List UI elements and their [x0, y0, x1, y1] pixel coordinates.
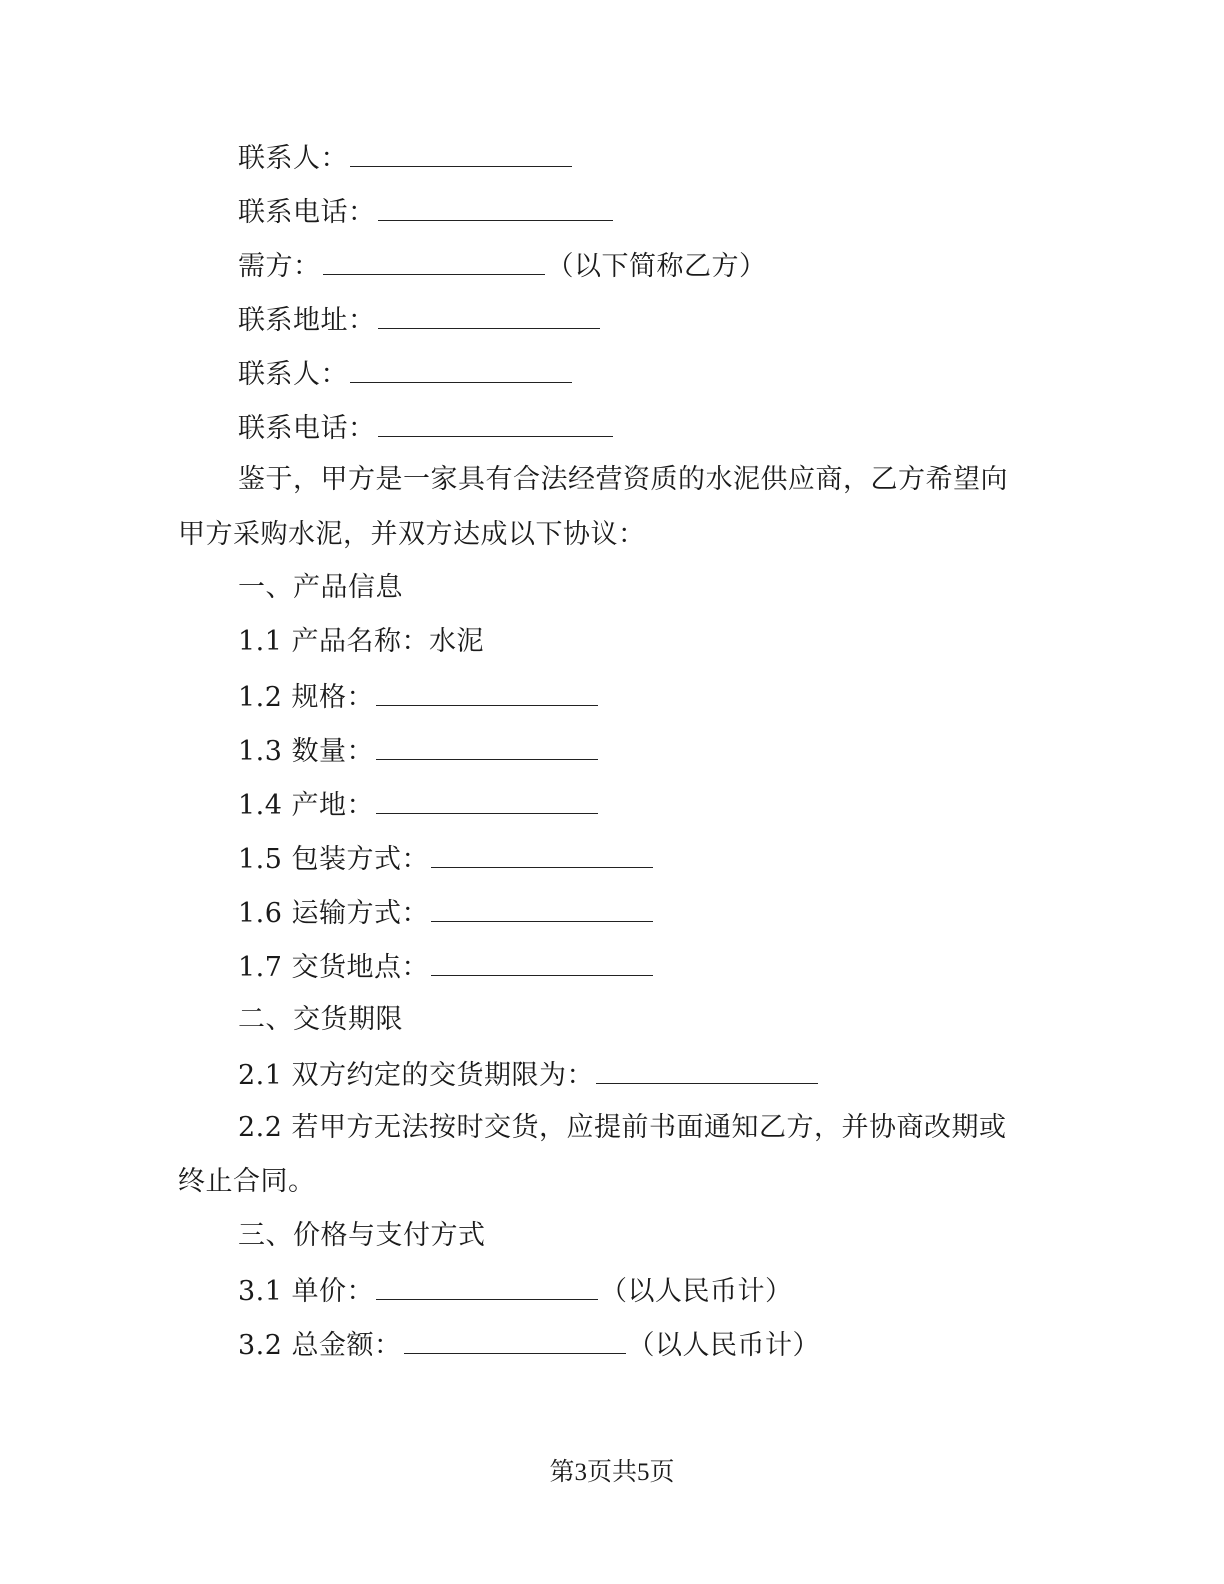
transport-blank [431, 895, 653, 922]
item-1-1-product-name: 1.1 产品名称：水泥 [238, 626, 485, 657]
buyer-label: 需方： [238, 251, 321, 282]
section-3-heading: 三、价格与支付方式 [238, 1220, 486, 1251]
specification-blank [376, 679, 598, 706]
item-2-1-line [238, 1057, 820, 1093]
whereas-paragraph-line-1: 鉴于，甲方是一家具有合法经营资质的水泥供应商，乙方希望向 [238, 464, 1008, 495]
item-2-1-label: 2.1 双方约定的交货期限为： [238, 1060, 595, 1091]
item-1-4-line [238, 787, 600, 823]
contact-person-blank [350, 140, 572, 167]
item-3-2-label: 3.2 总金额： [238, 1330, 402, 1361]
contact-person-2-blank [350, 356, 572, 383]
contact-person-2-line [238, 356, 574, 392]
section-2-heading: 二、交货期限 [238, 1004, 403, 1035]
contact-phone-label: 联系电话： [238, 197, 376, 228]
page-number-footer: 第3页共5页 [549, 1459, 675, 1486]
packaging-blank [431, 841, 653, 868]
quantity-blank [376, 733, 598, 760]
item-1-6-label: 1.6 运输方式： [238, 898, 430, 929]
item-1-3-label: 1.3 数量： [238, 736, 375, 767]
buyer-blank [323, 248, 545, 275]
item-3-2-note: （以人民币计） [627, 1330, 821, 1361]
item-1-2-label: 1.2 规格： [238, 682, 375, 713]
contact-phone-2-line [238, 410, 615, 446]
item-3-1-label: 3.1 单价： [238, 1276, 375, 1307]
unit-price-blank [376, 1273, 598, 1300]
contact-person-line [238, 140, 574, 176]
item-1-5-label: 1.5 包装方式： [238, 844, 430, 875]
item-1-4-label: 1.4 产地： [238, 790, 375, 821]
contact-person-2-label: 联系人： [238, 359, 348, 390]
item-1-7-line [238, 949, 655, 985]
item-3-1-line [238, 1273, 793, 1309]
total-amount-blank [404, 1327, 626, 1354]
contact-address-label: 联系地址： [238, 305, 376, 336]
contact-phone-blank [378, 194, 613, 221]
item-1-5-line [238, 841, 655, 877]
contact-person-label: 联系人： [238, 143, 348, 174]
item-3-2-line [238, 1327, 820, 1363]
buyer-line [238, 248, 767, 284]
origin-blank [376, 787, 598, 814]
contact-phone-line [238, 194, 615, 230]
whereas-paragraph-line-2: 甲方采购水泥，并双方达成以下协议： [178, 519, 646, 550]
item-1-2-line [238, 679, 600, 715]
contact-address-blank [378, 302, 600, 329]
section-1-heading: 一、产品信息 [238, 572, 403, 603]
item-2-2-line-1: 2.2 若甲方无法按时交货，应提前书面通知乙方，并协商改期或 [238, 1112, 1007, 1143]
item-1-6-line [238, 895, 655, 931]
contact-address-line [238, 302, 602, 338]
contact-phone-2-blank [378, 410, 613, 437]
delivery-location-blank [431, 949, 653, 976]
delivery-period-blank [596, 1057, 818, 1084]
item-1-3-line [238, 733, 600, 769]
buyer-note: （以下简称乙方） [546, 251, 767, 282]
contact-phone-2-label: 联系电话： [238, 413, 376, 444]
item-2-2-line-2: 终止合同。 [178, 1166, 316, 1197]
item-3-1-note: （以人民币计） [600, 1276, 793, 1307]
item-1-7-label: 1.7 交货地点： [238, 952, 430, 983]
